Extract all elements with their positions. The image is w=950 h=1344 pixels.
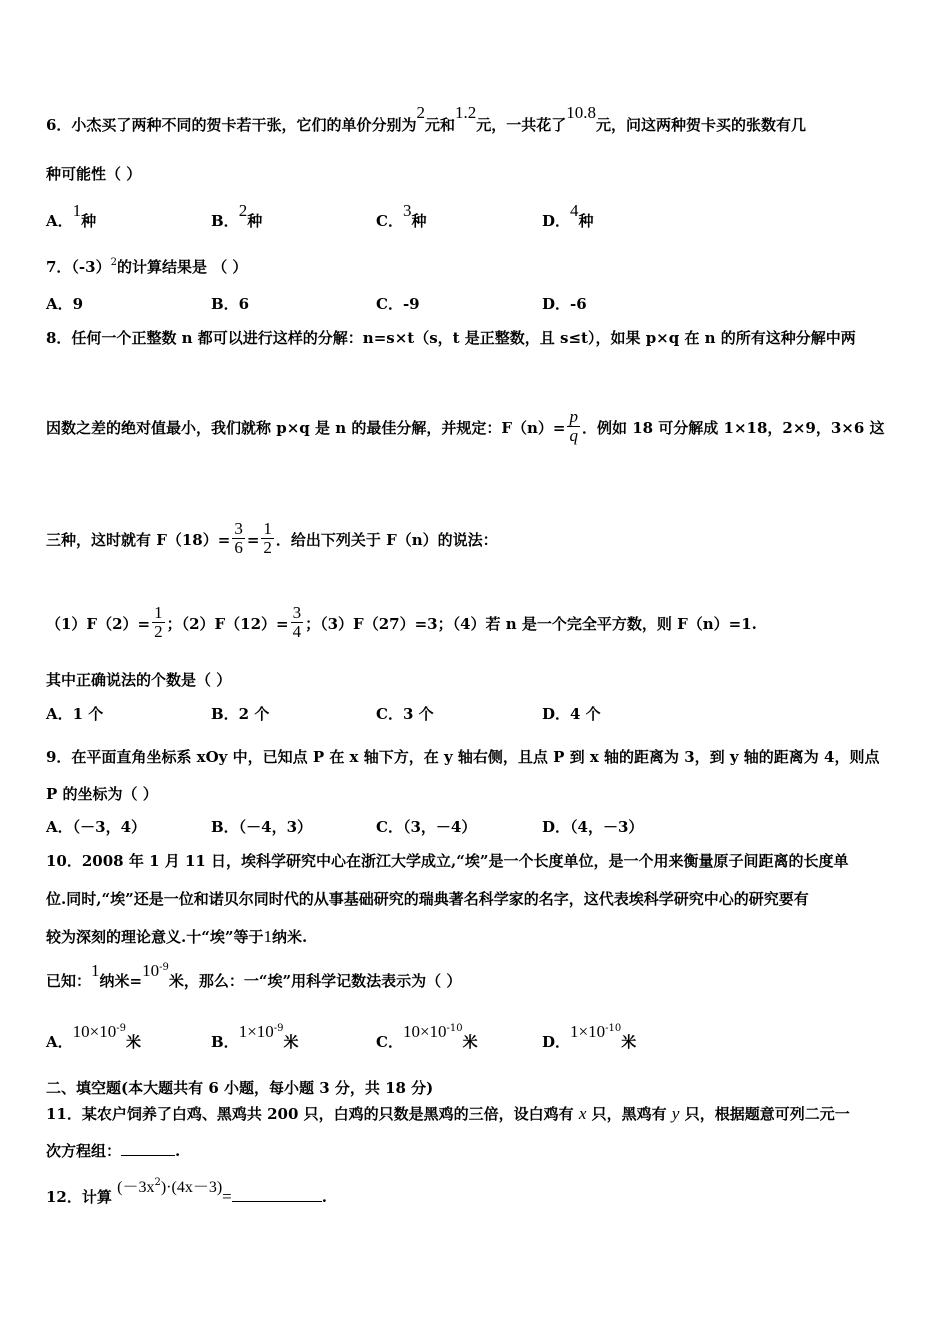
q8-line3: 三种，这时就有 F（18）= $\frac{3}{6}$ = $\frac{1}{2}$ ．给出下列关于 F（n）的说法： [46,518,498,557]
q7-option-a[interactable]: A．9 [46,295,84,313]
q9-option-b[interactable]: B．（－4，3） [211,818,313,836]
q6-option-a[interactable]: A．1种 [46,201,97,230]
q12-line: 12．计算 $(-3x^2)\cdot(4x-3)=$ . [46,1177,327,1206]
q6-option-b[interactable]: B．2种 [211,201,263,230]
q6-option-c[interactable]: C．3种 [376,201,427,230]
q7-option-d[interactable]: D．-6 [542,295,587,313]
q6-price2: 1.2 [454,103,477,122]
q10-option-c[interactable]: C．$10\times 10^{-10}$米 [376,1022,478,1051]
q8-statements: （1）F（2）= $\frac{1}{2}$ ；（2）F（12）= $\frac{3}{4}$ ；（3）F（27）=3；（4）若 n 是一个完全平方数，则 F（n）=1. [46,602,757,641]
q8-fraction-1-2: $\frac{1}{2}$ [263,518,272,557]
q6-option-d[interactable]: D．4种 [542,201,594,230]
q9-option-d[interactable]: D．（4，－3） [542,818,644,836]
q8-option-b[interactable]: B．2 个 [211,705,270,723]
q8-line1: 8．任何一个正整数 n 都可以进行这样的分解：n=s×t（s，t 是正整数，且 s≤t），如果 p×q 在 n 的所有这种分解中两 [46,329,856,347]
q8-fraction-s2: $\frac{3}{4}$ [292,602,302,641]
q10-line3: 较为深刻的理论意义.十“埃”等于1纳米. [46,927,308,946]
q8-option-a[interactable]: A．1 个 [46,705,104,723]
q9-option-c[interactable]: C．（3，－4） [376,818,477,836]
q8-line2: 因数之差的绝对值最小，我们就称 p×q 是 n 的最佳分解，并规定：F（n）= $\frac{p}{q}$ ．例如 18 可分解成 1×18，2×9，3×6 这 [46,406,885,445]
q12-answer-blank[interactable] [232,1201,322,1202]
q11-line1: 11．某农户饲养了白鸡、黑鸡共 200 只，白鸡的只数是黑鸡的三倍，设白鸡有 x 只，黑鸡有 y 只，根据题意可列二元一 [46,1104,850,1123]
q9-option-a[interactable]: A．（－3，4） [46,818,147,836]
q8-option-d[interactable]: D．4 个 [542,705,601,723]
q10-option-d[interactable]: D．$1\times 10^{-10}$米 [542,1022,637,1051]
q7-option-c[interactable]: C．-9 [376,295,420,313]
q10-line2: 位.同时,“埃”还是一位和诺贝尔同时代的从事基础研究的瑞典著名科学家的名字，这代表埃科学研究中心的研究要有 [46,890,809,908]
q6-total: 10.8 [566,103,596,122]
section-2-title: 二、填空题(本大题共有 6 小题，每小题 3 分，共 18 分) [46,1079,434,1097]
q11-answer-blank[interactable] [121,1155,175,1156]
q10-line1: 10．2008 年 1 月 11 日，埃科学研究中心在浙江大学成立,“埃”是一个长度单位，是一个用来衡量原子间距离的长度单 [46,852,849,870]
q6-line1: 6．小杰买了两种不同的贺卡若干张，它们的单价分别为2元和1.2元，一共花了10.8元，问这两种贺卡买的张数有几 [46,103,806,134]
q10-option-a[interactable]: A．$10\times 10^{-9}$米 [46,1022,141,1051]
q9-line2: P 的坐标为（ ） [46,785,158,803]
q10-known: 已知：1纳米$=10^{-9}$米，那么：一“埃”用科学记数法表示为（ ） [46,961,462,990]
q8-fraction-3-6: $\frac{3}{6}$ [234,518,243,557]
q9-line1: 9．在平面直角坐标系 xOy 中，已知点 P 在 x 轴下方，在 y 轴右侧，且点 P 到 x 轴的距离为 3，到 y 轴的距离为 4，则点 [46,748,880,766]
q10-option-b[interactable]: B．$1\times 10^{-9}$米 [211,1022,299,1051]
q8-fraction-pq: $\frac{p}{q}$ [569,406,578,445]
q11-line2: 次方程组： . [46,1142,181,1160]
q7-line1: 7．$(-3)^2$的计算结果是 （ ） [46,257,248,276]
q6-line2: 种可能性（ ） [46,165,142,183]
q8-fraction-s1: $\frac{1}{2}$ [154,602,163,641]
q6-price1: 2 [416,103,425,122]
q8-option-c[interactable]: C．3 个 [376,705,434,723]
q8-question: 其中正确说法的个数是（ ） [46,671,232,689]
q7-option-b[interactable]: B．6 [211,295,250,313]
